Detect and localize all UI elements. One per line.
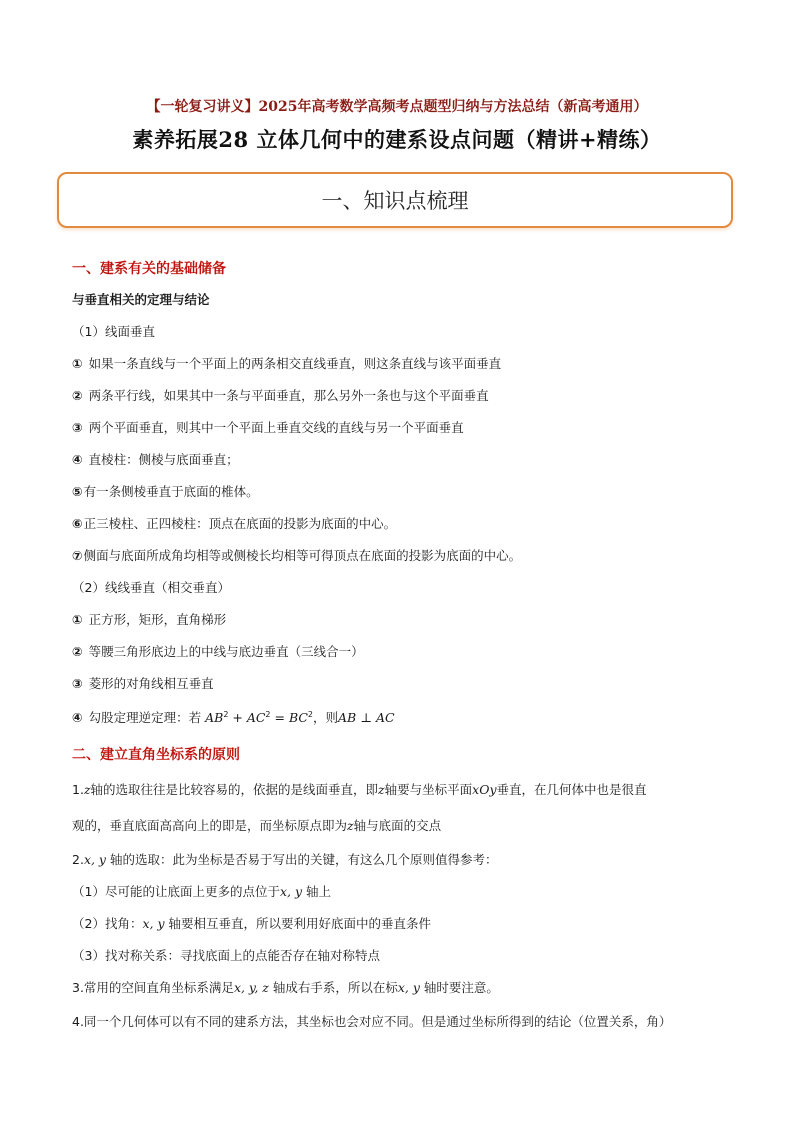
para-text: 轴的选取往往是比较容易的，依据的是线面垂直，即	[90, 782, 379, 797]
math-exponent: 2	[307, 709, 314, 719]
item-text: 正三棱柱、正四棱柱：顶点在底面的投影为底面的中心。	[83, 516, 397, 531]
list-item	[72, 674, 214, 692]
math-term: BC	[288, 710, 308, 725]
paragraph-different-systems: 4.同一个几何体可以有不同的建系方法，其坐标也会对应不同。但是通过坐标所得到的结论（位置关系，角）	[72, 1014, 672, 1029]
para-text: 轴上	[306, 884, 332, 899]
subheading-perpendicular: 与垂直相关的定理与结论	[72, 292, 210, 307]
paragraph-z-axis	[72, 780, 647, 798]
rule-2	[72, 914, 431, 932]
page-title: 素养拓展28 立体几何中的建系设点问题（精讲+精练）	[132, 127, 662, 152]
pythagoras-item: ④ 勾股定理逆定理：若 $AB^2 + AC^2 = BC^2$，则AB ⊥ AC	[72, 709, 395, 725]
list-item	[72, 546, 521, 564]
math-var: z	[83, 782, 91, 797]
paragraph-z-axis-cont	[72, 816, 441, 834]
item-text: 正方形，矩形，直角梯形	[88, 612, 227, 627]
math-var: x, y	[142, 916, 165, 931]
math-var: x, y	[83, 852, 106, 867]
math-term: AB	[205, 710, 224, 725]
item-mark: ④	[72, 452, 83, 467]
paragraph-right-hand	[72, 978, 499, 996]
para-text: 3.常用的空间直角坐标系满足	[72, 980, 234, 995]
math-var: xOy	[472, 782, 497, 797]
para-text: 轴要相互垂直，所以要利用好底面中的垂直条件	[168, 916, 432, 931]
item-text: 侧面与底面所成角均相等或侧棱长均相等可得顶点在底面的投影为底面的中心。	[83, 548, 522, 563]
item-text: 菱形的对角线相互垂直	[88, 676, 214, 691]
math-var: x, y	[279, 884, 303, 899]
math-term: AB ⊥ AC	[338, 710, 395, 725]
item-text: 两条平行线，如果其中一条与平面垂直，那么另外一条也与这个平面垂直	[88, 388, 489, 403]
list-item	[72, 386, 489, 404]
para-text: （1）尽可能的让底面上更多的点位于	[72, 884, 280, 899]
item-mark: ①	[72, 612, 83, 627]
list-item	[72, 610, 226, 628]
item-mark: ③	[72, 676, 83, 691]
para-text: 轴要与坐标平面	[384, 782, 473, 797]
math-var: x, y, z	[233, 980, 269, 995]
item-mark: ②	[72, 388, 83, 403]
list-item	[72, 418, 464, 436]
item-text: ，则	[313, 710, 339, 725]
group2-title: （2）线线垂直（相交垂直）	[72, 580, 230, 595]
para-text: 轴的选取：此为坐标是否易于写出的关键，有这么几个原则值得参考：	[109, 852, 498, 867]
item-text: 两个平面垂直，则其中一个平面上垂直交线的直线与另一个平面垂直	[88, 420, 464, 435]
item-text: 有一条侧棱垂直于底面的椎体。	[83, 484, 259, 499]
math-var: z	[347, 818, 354, 833]
para-text: 轴时要注意。	[423, 980, 499, 995]
item-mark: ③	[72, 420, 83, 435]
item-mark: ⑤	[72, 484, 83, 499]
para-text: 1.	[72, 782, 84, 797]
heading-part1: 一、建系有关的基础储备	[72, 261, 226, 277]
list-item	[72, 514, 396, 532]
item-mark: ⑦	[72, 548, 83, 563]
para-text: 观的，垂直底面高高向上的即是，而坐标原点即为	[72, 818, 348, 833]
item-mark: ①	[72, 356, 83, 371]
rule-1	[72, 882, 331, 900]
para-text: （2）找角：	[72, 916, 143, 931]
para-text: 垂直，在几何体中也是很直	[496, 782, 647, 797]
list-item	[72, 354, 501, 372]
heading-part2: 二、建立直角坐标系的原则	[72, 747, 240, 763]
para-text: 轴成右手系，所以在标	[272, 980, 398, 995]
math-exponent: 2	[223, 709, 229, 719]
paragraph-xy-axis	[72, 850, 498, 868]
item-mark: ⑥	[72, 516, 83, 531]
list-item	[72, 642, 364, 660]
math-var: x, y	[397, 980, 420, 995]
item-mark: ④	[72, 710, 83, 725]
series-header: 【一轮复习讲义】2025年高考数学高频考点题型归纳与方法总结（新高考通用）	[146, 99, 648, 115]
group1-title: （1）线面垂直	[72, 324, 155, 339]
list-item	[72, 482, 259, 500]
item-text: 勾股定理逆定理：若	[88, 710, 202, 725]
item-mark: ②	[72, 644, 83, 659]
section-banner	[57, 172, 733, 228]
section-banner-label: 一、知识点梳理	[321, 189, 469, 213]
para-text: 2.	[72, 852, 84, 867]
para-text: 轴与底面的交点	[353, 818, 442, 833]
math-term: AC	[246, 710, 266, 725]
math-var: z	[378, 782, 385, 797]
list-item	[72, 450, 239, 468]
rule-3: （3）找对称关系：寻找底面上的点能否存在轴对称特点	[72, 948, 380, 963]
item-text: 直棱柱：侧棱与底面垂直；	[88, 452, 239, 467]
math-exponent: 2	[265, 709, 271, 719]
item-text: 如果一条直线与一个平面上的两条相交直线垂直，则这条直线与该平面垂直	[88, 356, 502, 371]
item-text: 等腰三角形底边上的中线与底边垂直（三线合一）	[88, 644, 364, 659]
